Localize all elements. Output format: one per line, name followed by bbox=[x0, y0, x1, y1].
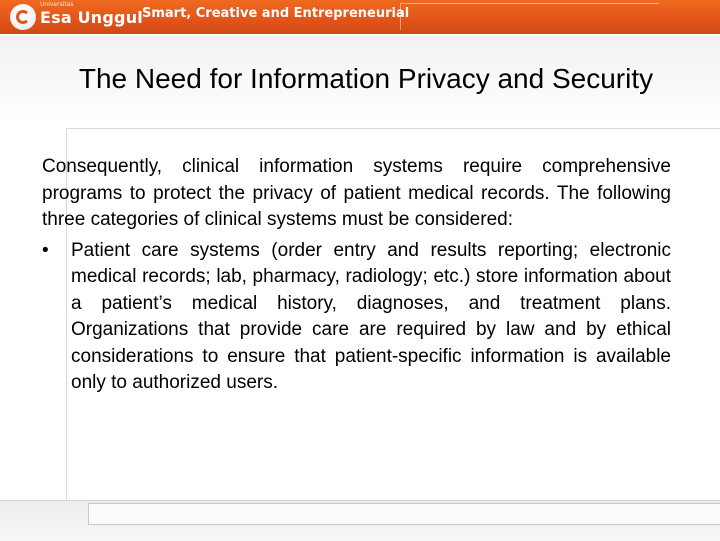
bullet-icon: • bbox=[42, 239, 49, 261]
slide-body bbox=[42, 154, 671, 397]
logo-text: Esa Unggul bbox=[40, 7, 143, 27]
intro-paragraph: Consequently, clinical information systems require comprehensive programs to protect the privacy of patient medical records. The following three categories of clinical systems must be considered: bbox=[42, 156, 671, 230]
bullet-list bbox=[42, 238, 671, 397]
header-bar bbox=[0, 0, 720, 34]
slide-title: The Need for Information Privacy and Security bbox=[78, 63, 654, 94]
logo-caption: Universitas bbox=[40, 1, 74, 8]
bullet-text: Patient care systems (order entry and results reporting; electronic medical records; lab, pharmacy, radiology; etc.) store information about a patient’s medical history, diagnoses, and treatment plans. Organizations that provide care are required by law and by ethical considerations to ensure that patient-specific information is available only to authorized users. bbox=[71, 239, 671, 393]
tagline: Smart, Creative and Entrepreneurial bbox=[142, 6, 410, 21]
logo-emblem-icon bbox=[10, 4, 36, 30]
bullet-item bbox=[42, 238, 671, 397]
university-logo bbox=[10, 2, 143, 32]
header-frame bbox=[400, 3, 659, 30]
footer-frame bbox=[88, 503, 720, 525]
